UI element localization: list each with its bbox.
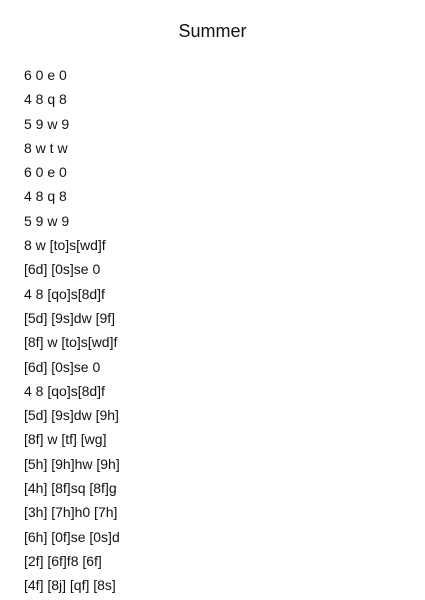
notation-line: 6 0 e 0	[24, 67, 67, 83]
notation-line: [4h] [8f]sq [8f]g	[24, 480, 117, 497]
notation-line: 4 8 q 8	[24, 188, 67, 205]
notation-line: [3h] [7h]h0 [7h]	[24, 504, 118, 521]
notation-line: [5h] [9h]hw [9h]	[24, 455, 120, 472]
notation-line: 6 0 e 0	[24, 164, 67, 181]
notation-lines	[24, 63, 120, 598]
notation-line: 4 8 [qo]s[8d]f	[24, 382, 105, 399]
notation-line: 5 9 w 9	[24, 115, 70, 132]
notation-line: [6d] [0s]se 0	[24, 358, 101, 375]
notation-line: [2f] [6f]f8 [6f]	[24, 552, 102, 569]
notation-line: 4 8 q 8	[24, 91, 67, 108]
notation-line: 8 w t w	[24, 139, 68, 156]
notation-line: [8f] w [to]s[wd]f	[24, 334, 118, 351]
notation-line: [6d] [0s]se 0	[24, 261, 101, 278]
page-title: Summer	[178, 21, 247, 41]
notation-line: 8 w [to]s[wd]f	[24, 237, 106, 254]
notation-line: [4f] [8j] [qf] [8s]	[24, 577, 116, 594]
notation-line: [6h] [0f]se [0s]d	[24, 528, 120, 545]
notation-line: 4 8 [qo]s[8d]f	[24, 285, 105, 302]
notation-line: 5 9 w 9	[24, 212, 70, 229]
notation-line: [5d] [9s]dw [9f]	[24, 309, 116, 326]
notation-line: [8f] w [tf] [wg]	[24, 431, 107, 448]
notation-line: [5d] [9s]dw [9h]	[24, 407, 119, 424]
